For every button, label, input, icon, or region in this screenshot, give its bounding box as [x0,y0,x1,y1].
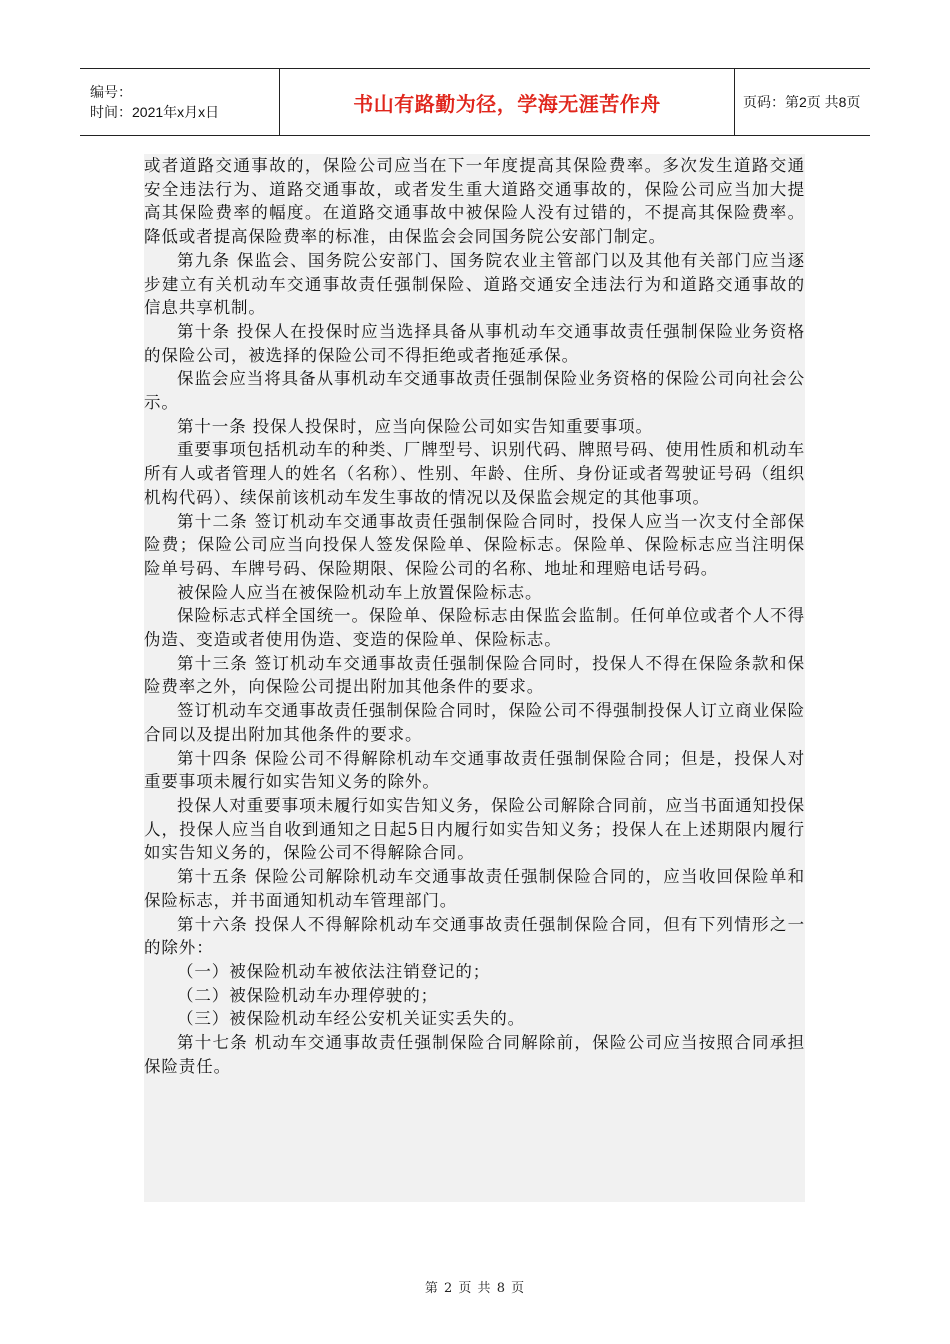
page-info-text: 页码：第2页 共8页 [743,94,861,110]
body-paragraph: 重要事项包括机动车的种类、厂牌型号、识别代码、牌照号码、使用性质和机动车所有人或者管理人的姓名（名称）、性别、年龄、住所、身份证或者驾驶证号码（组织机构代码）、续保前该机动车发生事故的情况以及保监会规定的其他事项。 [144,440,805,507]
body-paragraph: （一）被保险机动车被依法注销登记的； [177,961,491,981]
header-page-info [735,69,870,135]
body-paragraph: 第十三条 签订机动车交通事故责任强制保险合同时，投保人不得在保险条款和保险费率之外，向保险公司提出附加其他条件的要求。 [144,653,805,697]
body-paragraph: 第十六条 投保人不得解除机动车交通事故责任强制保险合同，但有下列情形之一的除外： [144,914,805,958]
body-paragraph: （三）被保险机动车经公安机关证实丢失的。 [177,1009,525,1029]
document-body [144,154,805,1202]
body-paragraph: 第十二条 签订机动车交通事故责任强制保险合同时，投保人应当一次支付全部保险费；保险公司应当向投保人签发保险单、保险标志。保险单、保险标志应当注明保险单号码、车牌号码、保险期限、保险公司的名称、地址和理赔电话号码。 [144,511,805,578]
page-number-footer: 第 2 页 共 8 页 [424,1281,526,1296]
body-paragraph: （二）被保险机动车办理停驶的； [177,985,438,1005]
motto-text: 书山有路勤为径，学海无涯苦作舟 [353,91,661,116]
body-paragraph: 保险标志式样全国统一。保险单、保险标志由保监会监制。任何单位或者个人不得伪造、变造或者使用伪造、变造的保险单、保险标志。 [144,606,805,650]
body-paragraph: 第十五条 保险公司解除机动车交通事故责任强制保险合同的，应当收回保险单和保险标志，并书面通知机动车管理部门。 [144,867,805,910]
body-paragraph: 第十四条 保险公司不得解除机动车交通事故责任强制保险合同；但是，投保人对重要事项未履行如实告知义务的除外。 [144,748,805,792]
header-motto [280,69,735,135]
body-paragraph: 保监会应当将具备从事机动车交通事故责任强制保险业务资格的保险公司向社会公示。 [144,369,805,413]
page-footer [0,1277,950,1296]
body-paragraph: 被保险人应当在被保险机动车上放置保险标志。 [177,582,543,602]
body-paragraph: 或者道路交通事故的，保险公司应当在下一年度提高其保险费率。多次发生道路交通安全违法行为、道路交通事故，或者发生重大道路交通事故的，保险公司应当加大提高其保险费率的幅度。在道路交通事故中被保险人没有过错的，不提高其保险费率。降低或者提高保险费率的标准，由保监会会同国务院公安部门制定。 [144,156,805,247]
body-paragraph: 第十一条 投保人投保时，应当向保险公司如实告知重要事项。 [177,416,653,436]
body-paragraph: 签订机动车交通事故责任强制保险合同时，保险公司不得强制投保人订立商业保险合同以及提出附加其他条件的要求。 [144,701,805,744]
body-paragraph: 第九条 保监会、国务院公安部门、国务院农业主管部门以及其他有关部门应当逐步建立有关机动车交通事故责任强制保险、道路交通安全违法行为和道路交通事故的信息共享机制。 [144,250,805,318]
header-meta [80,69,280,135]
body-paragraph: 投保人对重要事项未履行如实告知义务，保险公司解除合同前，应当书面通知投保人，投保人应当自收到通知之日起5日内履行如实告知义务；投保人在上述期限内履行如实告知义务的，保险公司不得解除合同。 [144,795,805,863]
body-paragraph: 第十七条 机动车交通事故责任强制保险合同解除前，保险公司应当按照合同承担保险责任。 [144,1033,805,1076]
page-header [80,68,870,136]
document-number-label: 编号： [90,84,132,100]
document-date-label: 时间：2021年x月x日 [90,104,220,120]
body-paragraph: 第十条 投保人在投保时应当选择具备从事机动车交通事故责任强制保险业务资格的保险公司，被选择的保险公司不得拒绝或者拖延承保。 [144,321,805,365]
